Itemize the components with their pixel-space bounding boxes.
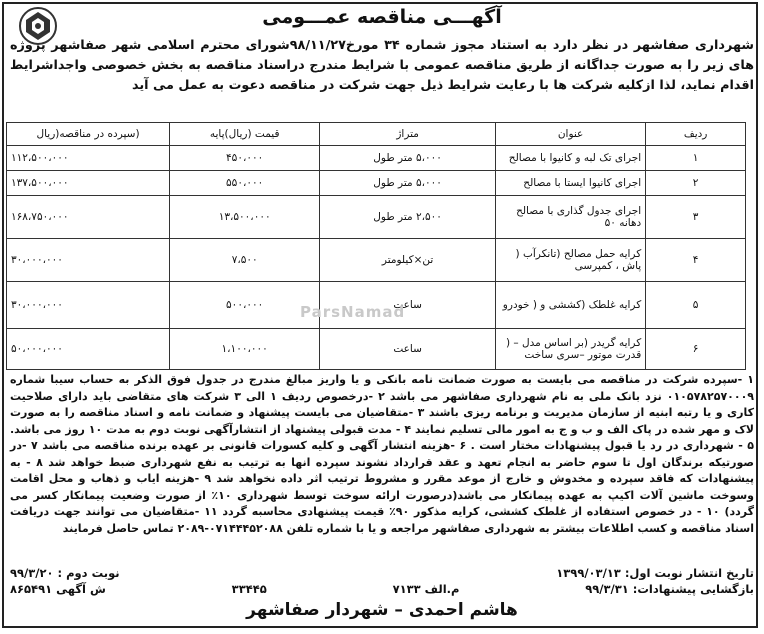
row-base-price: ۴۵۰،۰۰۰ bbox=[170, 146, 320, 171]
header-deposit: (سپرده در مناقصه(ریال bbox=[7, 123, 170, 146]
table-row bbox=[7, 196, 746, 239]
row-index: ۶ bbox=[646, 329, 746, 370]
table-row bbox=[7, 171, 746, 196]
second-publication-date: نوبت دوم : ۹۹/۳/۲۰ bbox=[10, 566, 120, 580]
row-base-price: ۵۵۰،۰۰۰ bbox=[170, 171, 320, 196]
row-title: کرایه گریدر (بر اساس مدل – ( قدرت موتور –سری ساخت bbox=[495, 329, 645, 370]
row-index: ۳ bbox=[646, 196, 746, 239]
row-quantity: ۵،۰۰۰ متر طول bbox=[320, 171, 496, 196]
row-title: اجرای جدول گذاری با مصالح دهانه ۵۰ bbox=[495, 196, 645, 239]
ad-number: ش آگهی ۸۶۵۴۹۱ bbox=[10, 582, 106, 596]
conditions-paragraph: ۱ -سپرده شرکت در مناقصه می بایست به صورت ضمانت نامه بانکی و یا واریز مبالغ مندرج در جدول فوق الذکر به حساب سیبا شماره ۰۱۰۵۷۸۲۵۷۰۰۰۹ نزد بانک ملی به نام شهرداری صفاشهر می باشد ۲ -درخصوص ردیف ۱ الی ۳ شرکت های متقاضی باید دارای صلاحیت کاری و یا رتبه ابنیه از سازمان مدیریت و برنامه ریزی باشند ۳ -متقاضیان می بایست پیشنهاد و ضمانت نامه و اسناد مناقصه را به صورت لاک و مهر شده در پاک الف و ب و ج به امور مالی تسلیم نمایند ۴ - مدت قبولی پیشنهاد از انتشارآگهی نوبت دوم به مدت ۱۰ روز می باشد. ۵ - شهرداری در رد یا قبول پیشنهادات مختار است . ۶ -هزینه انتشار آگهی و کلیه کسورات قانونی بر عهده برنده مناقصه می باشد ۷ -در صورتیکه برندگان اول تا سوم حاضر به انجام تعهد و عقد قرارداد نشوند سپرده انها به ترتیب به نفع شهرداری ضبط خواهد شد ۸ - به پیشنهادات که فاقد سپرده و مخدوش و خارج از موعد مقرر و مشروط ترتیب اثر داده نخواهد شد ۹ -هزینه ایاب و ذهاب و محل اقامت وسوخت ماشین آلات اکیپ به عهده پیمانکار می باشد(درصورت ارائه سوخت توسط شهرداری ۱۰٪ از صورت وضعیت پیمانکار کسر می گردد) ۱۰ - در خصوص استفاده از غلطک کششی، کرایه مذکور ۹۰٪ قیمت پیشنهادی محاسبه گردد ۱۱ -متقاضیان می توانند جهت دریافت اسناد مناقصه و کسب اطلاعات بیشتر به شهرداری صفاشهر مراجعه و یا با شماره تلفن ۰۷۱۴۴۴۵۲۰۸۸-۲۰۸۹ تماس حاصل فرمایند bbox=[10, 373, 755, 535]
row-base-price: ۷،۵۰۰ bbox=[170, 239, 320, 282]
intro-paragraph: شهرداری صفاشهر در نظر دارد به استناد مجوز شماره ۳۴ مورخ۹۸/۱۱/۲۷شورای محترم اسلامی شهر صفاشهر پروژه های زیر را به صورت جداگانه از طریق مناقصه عمومی با شرایط مندرج دراسناد مناقصه به بخش خصوصی واجداشرایط اقدام نماید، لذا ازکلیه شرکت ها با رعایت شرایط ذیل جهت شرکت در مناقصه دعوت به عمل می آید bbox=[10, 38, 754, 93]
tender-table bbox=[6, 122, 746, 370]
row-deposit: ۱۳۷،۵۰۰،۰۰۰ bbox=[7, 171, 170, 196]
reference-code: م.الف ۷۱۳۳ bbox=[392, 582, 460, 596]
signature: هاشم احمدی – شهردار صفاشهر bbox=[246, 600, 518, 620]
row-deposit: ۱۱۲،۵۰۰،۰۰۰ bbox=[7, 146, 170, 171]
row-title: کرایه غلطک (کششی و ( خودرو bbox=[495, 282, 645, 329]
row-quantity: ۵،۰۰۰ متر طول bbox=[320, 146, 496, 171]
opening-date: بازگشایی پیشنهادات: ۹۹/۳/۳۱ bbox=[585, 582, 754, 596]
publication-dates-row bbox=[10, 566, 754, 580]
notice-title: آگهـــی مناقصه عمـــومی bbox=[262, 6, 502, 28]
reference-row bbox=[10, 582, 754, 596]
watermark: ParsNamad bbox=[300, 303, 406, 321]
row-index: ۱ bbox=[646, 146, 746, 171]
header-quantity: متراژ bbox=[320, 123, 496, 146]
row-quantity: تن×کیلومتر bbox=[320, 239, 496, 282]
header-index: ردیف bbox=[646, 123, 746, 146]
row-quantity: ۲،۵۰۰ متر طول bbox=[320, 196, 496, 239]
table-row bbox=[7, 329, 746, 370]
table-row bbox=[7, 146, 746, 171]
table-header-row bbox=[7, 123, 746, 146]
row-quantity: ساعت bbox=[320, 329, 496, 370]
table-row bbox=[7, 239, 746, 282]
row-index: ۲ bbox=[646, 171, 746, 196]
row-index: ۴ bbox=[646, 239, 746, 282]
reference-number: ۳۳۴۴۵ bbox=[231, 582, 267, 596]
row-deposit: ۱۶۸،۷۵۰،۰۰۰ bbox=[7, 196, 170, 239]
row-deposit: ۳۰،۰۰۰،۰۰۰ bbox=[7, 239, 170, 282]
row-title: اجرای تک لبه و کانیوا با مصالح bbox=[495, 146, 645, 171]
row-index: ۵ bbox=[646, 282, 746, 329]
row-deposit: ۵۰،۰۰۰،۰۰۰ bbox=[7, 329, 170, 370]
header-title: عنوان bbox=[495, 123, 645, 146]
row-base-price: ۵۰۰،۰۰۰ bbox=[170, 282, 320, 329]
row-title: اجرای کانیوا ایستا با مصالح bbox=[495, 171, 645, 196]
row-quantity: ساعت bbox=[320, 282, 496, 329]
header-base-price: قیمت (ریال)پایه bbox=[170, 123, 320, 146]
first-publication-date: تاریخ انتشار نوبت اول: ۱۳۹۹/۰۳/۱۳ bbox=[556, 566, 754, 580]
row-base-price: ۱۳،۵۰۰،۰۰۰ bbox=[170, 196, 320, 239]
row-title: کرایه حمل مصالح (تانکرآب ( پاش ، کمپرسی bbox=[495, 239, 645, 282]
row-base-price: ۱،۱۰۰،۰۰۰ bbox=[170, 329, 320, 370]
row-deposit: ۳۰،۰۰۰،۰۰۰ bbox=[7, 282, 170, 329]
